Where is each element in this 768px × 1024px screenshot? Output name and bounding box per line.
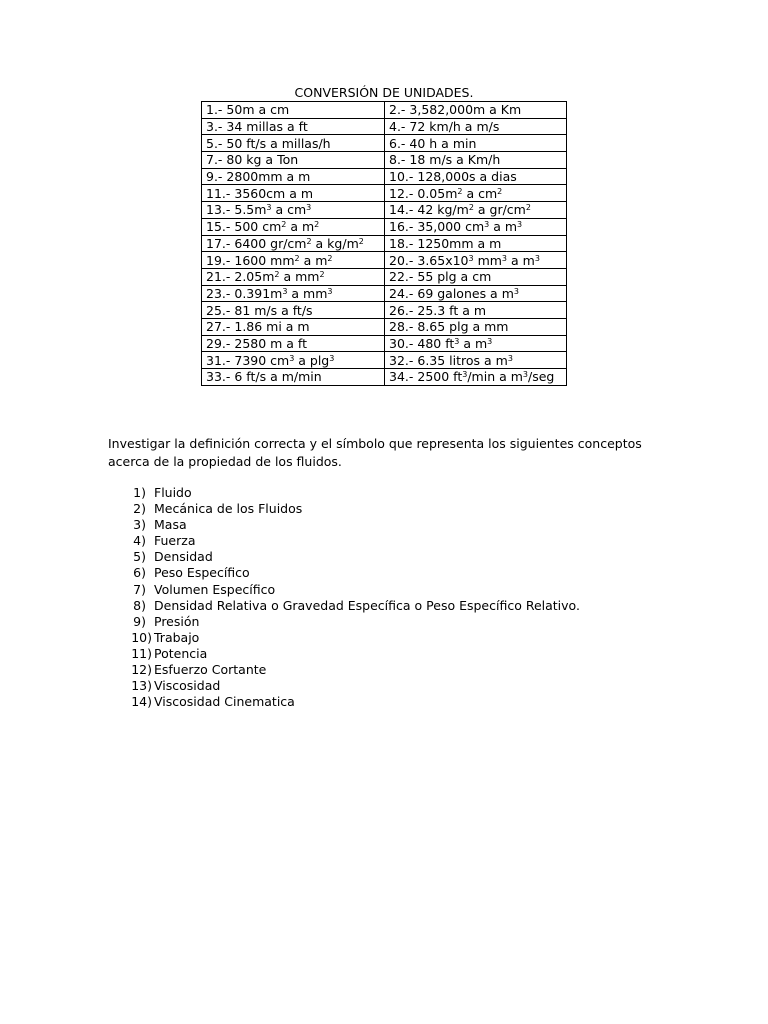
list-item <box>108 517 580 533</box>
list-item-number: 2) <box>133 501 146 517</box>
list-item-text: Trabajo <box>154 629 200 645</box>
list-item-text: Presión <box>154 613 200 629</box>
conversion-row <box>202 318 567 335</box>
conversion-cell: 19.- 1600 $mm^2$ a $m^2$ <box>202 252 385 269</box>
conversion-row <box>202 352 567 369</box>
conversion-row <box>202 302 567 319</box>
list-item-text: Masa <box>154 517 187 533</box>
conversion-row <box>202 185 567 202</box>
conversion-cell: 11.- 3560cm a m <box>202 185 385 202</box>
list-item-text: Viscosidad <box>154 678 221 694</box>
conversion-row <box>202 118 567 135</box>
list-item-number: 5) <box>133 549 146 565</box>
list-item <box>108 549 580 565</box>
list-item-number: 10) <box>131 629 152 645</box>
conversion-row <box>202 369 567 386</box>
conversion-cell: 25.- 81 m/s a ft/s <box>202 302 385 319</box>
conversion-cell: 28.- 8.65 plg a mm <box>385 318 567 335</box>
list-item-text: Esfuerzo Cortante <box>154 662 267 678</box>
conversion-cell: 27.- 1.86 mi a m <box>202 318 385 335</box>
conversion-cell: 33.- 6 ft/s a m/min <box>202 369 385 386</box>
list-item-text: Viscosidad Cinematica <box>154 694 295 710</box>
list-item-text: Potencia <box>154 645 208 661</box>
conversion-cell: 7.- 80 kg a Ton <box>202 152 385 169</box>
conversion-cell: 15.- 500 $cm^2$ a $m^2$ <box>202 218 385 235</box>
conversion-cell: 3.- 34 millas a ft <box>202 118 385 135</box>
list-item <box>108 485 580 501</box>
concepts-list <box>108 485 580 710</box>
conversion-cell: 6.- 40 h a min <box>385 135 567 152</box>
list-item-text: Peso Específico <box>154 565 250 581</box>
conversion-row <box>202 252 567 269</box>
conversion-cell: 17.- 6400 $gr/cm^2$ a $kg/m^2$ <box>202 235 385 252</box>
conversion-cell: 5.- 50 ft/s a millas/h <box>202 135 385 152</box>
list-item <box>108 678 580 694</box>
conversion-cell: 32.- 6.35 litros a $m^3$ <box>385 352 567 369</box>
list-item <box>108 501 580 517</box>
list-item-number: 3) <box>133 517 146 533</box>
list-item <box>108 646 580 662</box>
conversion-row <box>202 168 567 185</box>
list-item-number: 9) <box>133 613 146 629</box>
conversion-cell: 20.- $3.65x10^3$ $mm^3$ a $m^3$ <box>385 252 567 269</box>
conversion-cell: 13.- $5.5m^3$ a $cm^3$ <box>202 202 385 219</box>
conversion-row <box>202 102 567 119</box>
list-item <box>108 630 580 646</box>
conversion-row <box>202 285 567 302</box>
conversion-cell: 22.- 55 plg a cm <box>385 268 567 285</box>
conversion-row <box>202 268 567 285</box>
conversion-cell: 23.- $0.391m^3$ a $mm^3$ <box>202 285 385 302</box>
list-item-number: 4) <box>133 533 146 549</box>
conversion-table <box>201 101 567 386</box>
list-item-number: 6) <box>133 565 146 581</box>
list-item-number: 12) <box>131 662 152 678</box>
conversion-row <box>202 202 567 219</box>
conversion-cell: 18.- 1250mm a m <box>385 235 567 252</box>
list-item-text: Densidad Relativa o Gravedad Específica o Peso Específico Relativo. <box>154 597 580 613</box>
list-item <box>108 565 580 581</box>
conversion-cell: 12.- $0.05m^2$ a $cm^2$ <box>385 185 567 202</box>
list-item <box>108 694 580 710</box>
list-item-number: 14) <box>131 694 152 710</box>
conversion-cell: 31.- 7390 $cm^3$ a plg$^3$ <box>202 352 385 369</box>
conversion-row <box>202 335 567 352</box>
list-item-number: 13) <box>131 678 152 694</box>
list-item <box>108 533 580 549</box>
list-item <box>108 662 580 678</box>
list-item <box>108 582 580 598</box>
conversion-cell: 1.- 50m a cm <box>202 102 385 119</box>
conversion-cell: 4.- 72 km/h a m/s <box>385 118 567 135</box>
list-item-text: Fuerza <box>154 533 196 549</box>
conversion-row <box>202 135 567 152</box>
conversion-cell: 24.- 69 galones a $m^3$ <box>385 285 567 302</box>
conversion-cell: 29.- 2580 m a ft <box>202 335 385 352</box>
list-item <box>108 614 580 630</box>
conversion-cell: 10.- 128,000s a dias <box>385 168 567 185</box>
list-item-text: Mecánica de los Fluidos <box>154 501 303 517</box>
conversion-cell: 16.- 35,000 $cm^3$ a $m^3$ <box>385 218 567 235</box>
conversion-row <box>202 235 567 252</box>
conversion-cell: 21.- $2.05m^2$ a $mm^2$ <box>202 268 385 285</box>
list-item-number: 8) <box>133 597 146 613</box>
conversion-cell: 34.- 2500 $ft^3/\min$ a $m^3$/seg <box>385 369 567 386</box>
conversion-cell: 8.- 18 m/s a Km/h <box>385 152 567 169</box>
conversion-row <box>202 152 567 169</box>
list-item <box>108 598 580 614</box>
list-item-number: 11) <box>131 645 152 661</box>
conversion-cell: 9.- 2800mm a m <box>202 168 385 185</box>
list-item-text: Fluido <box>154 485 192 500</box>
conversion-cell: 26.- 25.3 ft a m <box>385 302 567 319</box>
document-title: CONVERSIÓN DE UNIDADES. <box>294 85 474 100</box>
conversion-cell: 14.- 42 $kg/m^2$ a $gr/cm^2$ <box>385 202 567 219</box>
intro-paragraph: Investigar la definición correcta y el símbolo que representa los siguientes conceptos acerca de la propiedad de los fluidos. <box>108 436 642 469</box>
conversion-cell: 2.- 3,582,000m a Km <box>385 102 567 119</box>
list-item-number: 7) <box>133 581 146 597</box>
conversion-cell: 30.- 480 $ft^3$ a $m^3$ <box>385 335 567 352</box>
list-item-number: 1) <box>133 485 146 500</box>
list-item-text: Volumen Específico <box>154 581 276 597</box>
conversion-row <box>202 218 567 235</box>
list-item-text: Densidad <box>154 549 213 565</box>
